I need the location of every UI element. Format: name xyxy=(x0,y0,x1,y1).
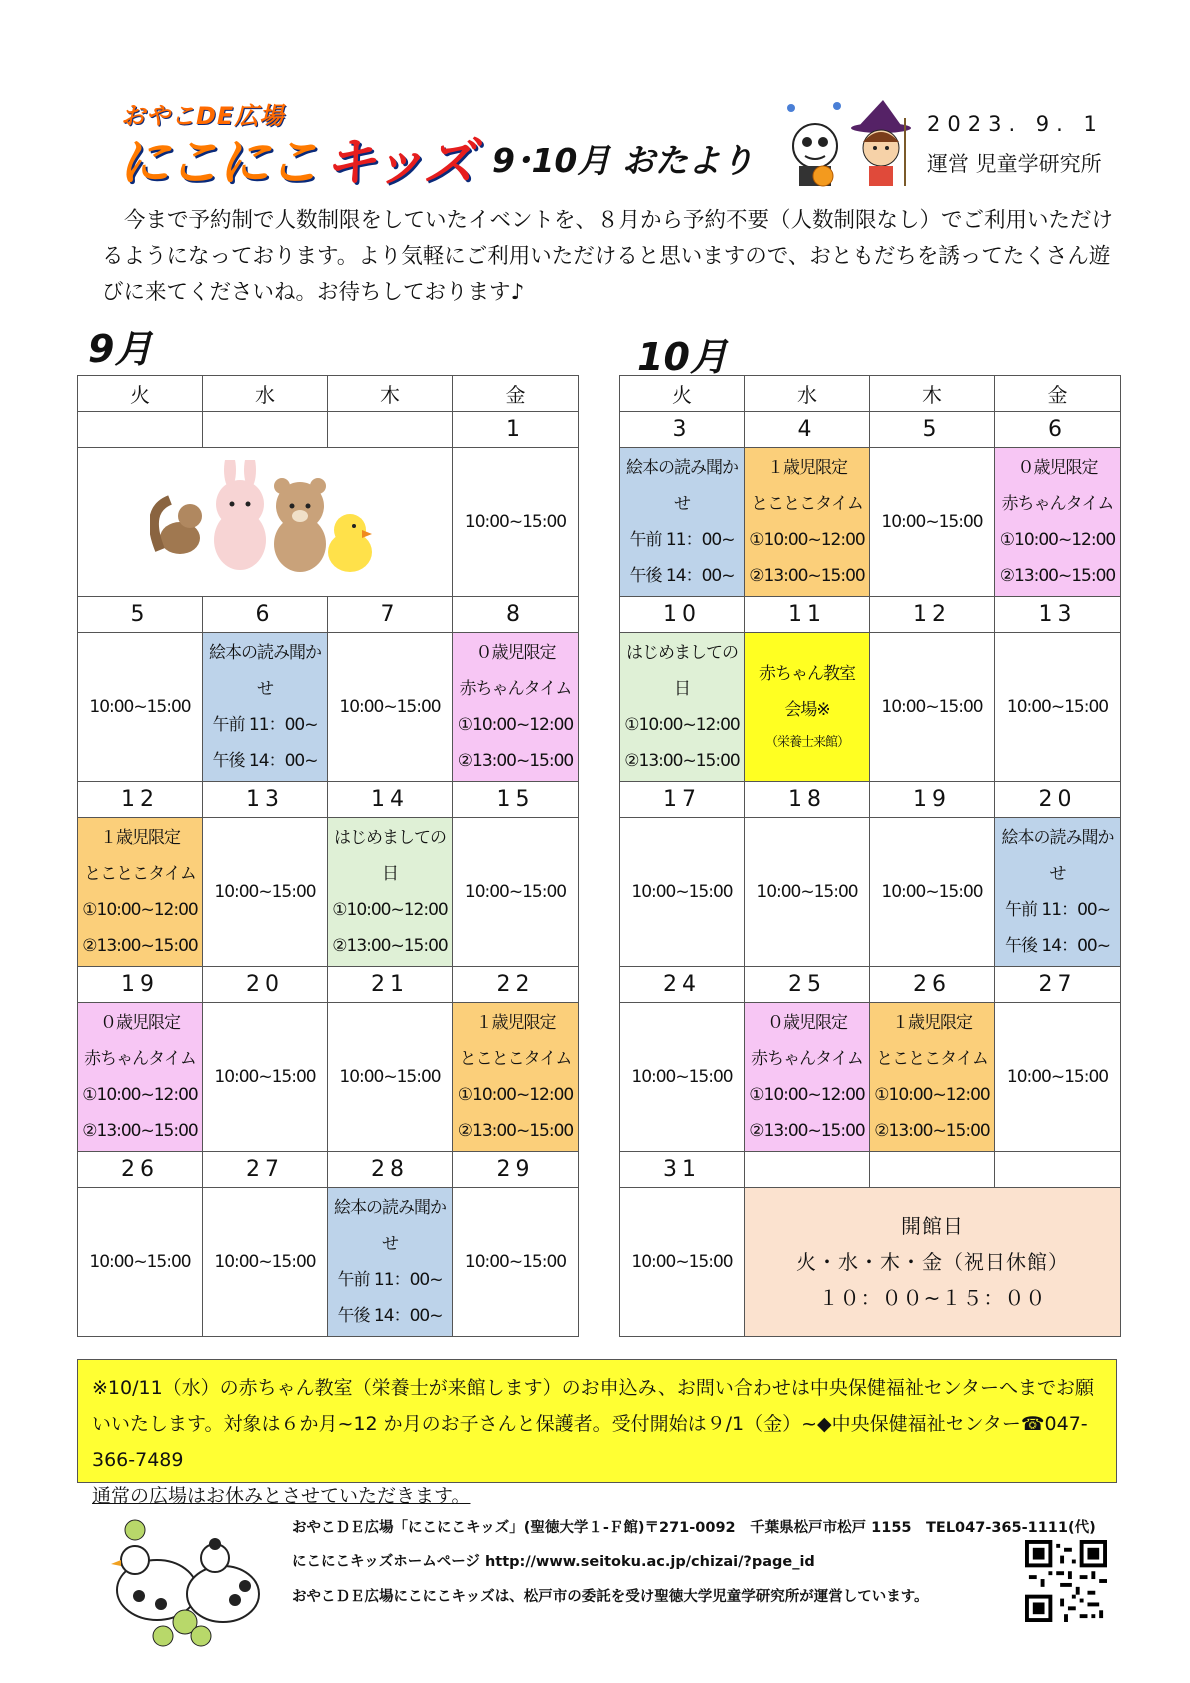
cell-text: ②13:00~15:00 xyxy=(82,1121,198,1141)
day-cell xyxy=(995,633,1121,782)
cell-text: はじめましての日 xyxy=(626,643,738,699)
cell-text: ②13:00~15:00 xyxy=(457,751,574,771)
day-cell xyxy=(78,633,203,782)
cell-text: ②13:00~15:00 xyxy=(332,936,448,956)
halloween-kids-illustration xyxy=(777,98,919,188)
cell-text: ②13:00~15:00 xyxy=(82,936,198,956)
cell-text: 赤ちゃんタイム xyxy=(751,1049,863,1069)
cell-text: 赤ちゃんタイム xyxy=(1001,494,1114,514)
cell-text: とことこタイム xyxy=(459,1049,572,1069)
weekday-header: 金 xyxy=(453,376,579,412)
cell-text: 午後 14：00~ xyxy=(629,566,735,586)
footer-address: おやこＤＥ広場「にこにこキッズ」(聖徳大学１-Ｆ館)〒271-0092 千葉県松戸市松戸 1155 TEL047-365-1111(代) xyxy=(292,1520,1096,1536)
cell-text: ０歳児限定 xyxy=(100,1013,180,1033)
day-number xyxy=(745,1152,870,1188)
cell-text: 10:00~15:00 xyxy=(1006,697,1109,717)
day-cell xyxy=(870,1003,995,1152)
day-number: 17 xyxy=(620,782,745,818)
cell-text: 午前 11：00~ xyxy=(1005,900,1110,920)
day-cell xyxy=(745,1003,870,1152)
issue-title: 9･10月 おたより xyxy=(492,141,754,180)
cell-text: ０歳児限定 xyxy=(475,643,556,663)
notice-box xyxy=(77,1359,1117,1507)
day-cell xyxy=(203,1003,328,1152)
day-cell xyxy=(203,1188,328,1337)
chicken-family-illustration xyxy=(105,1510,265,1650)
day-number: 10 xyxy=(620,597,745,633)
cell-text: 午前 11：00~ xyxy=(212,715,318,735)
day-cell xyxy=(78,1003,203,1152)
cell-text: 絵本の読み聞かせ xyxy=(1001,828,1114,884)
day-cell xyxy=(453,633,579,782)
day-cell xyxy=(745,818,870,967)
day-number xyxy=(328,412,453,448)
day-number: 14 xyxy=(328,782,453,818)
logo-title xyxy=(118,120,473,195)
cell-text: １歳児限定 xyxy=(100,828,180,848)
weekday-header: 火 xyxy=(78,376,203,412)
day-cell xyxy=(453,818,579,967)
day-number: 3 xyxy=(620,412,745,448)
cell-text: 開館日 xyxy=(901,1214,964,1238)
logo-subtitle: おやこDE広場 xyxy=(121,102,285,130)
weekday-header: 木 xyxy=(870,376,995,412)
day-number: 18 xyxy=(745,782,870,818)
issue-date: 2023. 9. 1 xyxy=(927,112,1104,136)
day-number: 27 xyxy=(995,967,1121,1003)
cell-note: （栄養士来館） xyxy=(764,735,849,750)
day-cell xyxy=(328,1003,453,1152)
logo-kids: キッズ xyxy=(324,133,473,193)
cell-text: 10:00~15:00 xyxy=(631,1252,733,1272)
october-calendar xyxy=(619,375,1121,1337)
cell-text: 絵本の読み聞かせ xyxy=(209,643,321,699)
day-cell xyxy=(328,1188,453,1337)
september-calendar xyxy=(77,375,579,1337)
day-cell xyxy=(453,448,579,597)
day-cell xyxy=(870,448,995,597)
day-number: 13 xyxy=(203,782,328,818)
day-cell xyxy=(745,633,870,782)
cell-text: ①10:00~12:00 xyxy=(457,715,574,735)
cell-text: 10:00~15:00 xyxy=(464,512,567,532)
cell-text: 赤ちゃんタイム xyxy=(84,1049,196,1069)
cell-text: ０歳児限定 xyxy=(1017,458,1098,478)
day-number: 8 xyxy=(453,597,579,633)
day-number: 4 xyxy=(745,412,870,448)
cell-text: 10:00~15:00 xyxy=(339,1067,441,1087)
day-number: 28 xyxy=(328,1152,453,1188)
cell-text: 午前 11：00~ xyxy=(629,530,735,550)
cell-text: 10:00~15:00 xyxy=(339,697,441,717)
cell-text: ②13:00~15:00 xyxy=(624,751,740,771)
cell-text: ０歳児限定 xyxy=(767,1013,847,1033)
day-number: 21 xyxy=(328,967,453,1003)
opening-info xyxy=(745,1188,1121,1337)
cell-text: ①10:00~12:00 xyxy=(457,1085,574,1105)
qr-code[interactable] xyxy=(1025,1540,1107,1622)
cell-text: ②13:00~15:00 xyxy=(999,566,1116,586)
day-cell xyxy=(78,1188,203,1337)
cell-text: 赤ちゃん教室 xyxy=(759,664,855,684)
cell-text: １歳児限定 xyxy=(767,458,847,478)
day-cell xyxy=(328,633,453,782)
notice-underlined: 通常の広場はお休みとさせていただきます。 xyxy=(92,1485,471,1507)
day-cell xyxy=(203,818,328,967)
day-number xyxy=(203,412,328,448)
cell-text: ①10:00~12:00 xyxy=(82,900,198,920)
illustration-cell xyxy=(78,448,453,597)
day-number: 26 xyxy=(870,967,995,1003)
cell-text: 午後 14：00~ xyxy=(337,1306,443,1326)
day-cell xyxy=(620,448,745,597)
intro-paragraph: 今まで予約制で人数制限をしていたイベントを、８月から予約不要（人数制限なし）でご利用いただけるようになっております。より気軽にご利用いただけると思いますので、おともだちを誘ってたくさん遊びに来てくださいね。お待ちしております♪ xyxy=(102,208,1114,305)
cell-text: とことこタイム xyxy=(751,494,863,514)
weekday-header: 水 xyxy=(745,376,870,412)
day-number: 6 xyxy=(203,597,328,633)
cell-text: 10:00~15:00 xyxy=(631,882,733,902)
day-number: 11 xyxy=(745,597,870,633)
day-cell xyxy=(620,1003,745,1152)
cell-text: １歳児限定 xyxy=(892,1013,972,1033)
day-number: 24 xyxy=(620,967,745,1003)
day-number: 26 xyxy=(78,1152,203,1188)
day-number: 22 xyxy=(453,967,579,1003)
cell-text: 午後 14：00~ xyxy=(212,751,318,771)
day-cell xyxy=(995,1003,1121,1152)
cell-text: 会場※ xyxy=(784,700,830,720)
day-number: 25 xyxy=(745,967,870,1003)
cell-text: ②13:00~15:00 xyxy=(457,1121,574,1141)
cell-text: とことこタイム xyxy=(84,864,196,884)
day-number: 5 xyxy=(870,412,995,448)
cell-text: 午前 11：00~ xyxy=(337,1270,443,1290)
day-number: 19 xyxy=(78,967,203,1003)
day-cell xyxy=(620,1188,745,1337)
day-number: 6 xyxy=(995,412,1121,448)
cell-text: 10:00~15:00 xyxy=(464,882,567,902)
day-number: 19 xyxy=(870,782,995,818)
cell-text: ②13:00~15:00 xyxy=(749,1121,865,1141)
cell-text: 10:00~15:00 xyxy=(881,882,983,902)
cell-text: ①10:00~12:00 xyxy=(332,900,448,920)
cell-text: 絵本の読み聞かせ xyxy=(334,1198,446,1254)
cell-text: 10:00~15:00 xyxy=(464,1252,567,1272)
day-cell xyxy=(745,448,870,597)
day-number: 13 xyxy=(995,597,1121,633)
animal-friends-illustration xyxy=(150,460,380,580)
day-cell xyxy=(78,818,203,967)
day-cell xyxy=(453,1188,579,1337)
day-cell xyxy=(870,818,995,967)
cell-text: 10:00~15:00 xyxy=(214,882,316,902)
day-number: 12 xyxy=(870,597,995,633)
day-number: 29 xyxy=(453,1152,579,1188)
cell-text: 10:00~15:00 xyxy=(89,697,191,717)
cell-text: 10:00~15:00 xyxy=(881,697,983,717)
day-number xyxy=(995,1152,1121,1188)
cell-text: 絵本の読み聞かせ xyxy=(626,458,738,514)
day-cell xyxy=(620,818,745,967)
footer-homepage: にこにこキッズホームページ http://www.seitoku.ac.jp/chizai/?page_id xyxy=(292,1554,815,1570)
day-cell xyxy=(453,1003,579,1152)
cell-text: 午後 14：00~ xyxy=(1005,936,1110,956)
day-number: 31 xyxy=(620,1152,745,1188)
cell-text: ①10:00~12:00 xyxy=(749,1085,865,1105)
weekday-header: 水 xyxy=(203,376,328,412)
day-cell xyxy=(203,633,328,782)
cell-text: １０：００~１５：００ xyxy=(818,1286,1047,1310)
cell-text: ①10:00~12:00 xyxy=(749,530,865,550)
cell-text: ②13:00~15:00 xyxy=(749,566,865,586)
footer-operator-note: おやこＤＥ広場にこにこキッズは、松戸市の委託を受け聖徳大学児童学研究所が運営しています。 xyxy=(292,1589,929,1605)
cell-text: ①10:00~12:00 xyxy=(999,530,1116,550)
notice-text: ※10/11（水）の赤ちゃん教室（栄養士が来館します）のお申込み、お問い合わせは中央保健福祉センターへまでお願いいたします。対象は６か月~12 か月のお子さんと保護者。受付開始は９/1（金）~◆中央保健福祉センター☎047-366-7489 xyxy=(92,1377,1095,1471)
cell-text: 10:00~15:00 xyxy=(1006,1067,1109,1087)
day-number: 15 xyxy=(453,782,579,818)
cell-text: ②13:00~15:00 xyxy=(874,1121,990,1141)
day-number xyxy=(870,1152,995,1188)
cell-text: ①10:00~12:00 xyxy=(624,715,740,735)
cell-text: 10:00~15:00 xyxy=(756,882,858,902)
cell-text: 10:00~15:00 xyxy=(631,1067,733,1087)
day-number: 12 xyxy=(78,782,203,818)
logo-nikoniko: にこにこ xyxy=(118,133,319,193)
day-cell xyxy=(328,818,453,967)
cell-text: 10:00~15:00 xyxy=(214,1067,316,1087)
day-number: 1 xyxy=(453,412,579,448)
cell-text: ①10:00~12:00 xyxy=(82,1085,198,1105)
day-cell xyxy=(995,448,1121,597)
day-number: 27 xyxy=(203,1152,328,1188)
day-number xyxy=(78,412,203,448)
cell-text: 火・水・木・金（祝日休館） xyxy=(796,1250,1069,1274)
cell-text: とことこタイム xyxy=(876,1049,988,1069)
day-cell xyxy=(870,633,995,782)
cell-text: ①10:00~12:00 xyxy=(874,1085,990,1105)
day-number: 20 xyxy=(995,782,1121,818)
weekday-header: 金 xyxy=(995,376,1121,412)
operator: 運営 児童学研究所 xyxy=(927,152,1102,176)
cell-text: 10:00~15:00 xyxy=(214,1252,316,1272)
day-cell xyxy=(995,818,1121,967)
weekday-header: 火 xyxy=(620,376,745,412)
september-title: 9月 xyxy=(88,327,153,371)
cell-text: １歳児限定 xyxy=(475,1013,556,1033)
day-number: 5 xyxy=(78,597,203,633)
cell-text: 赤ちゃんタイム xyxy=(459,679,572,699)
cell-text: はじめましての日 xyxy=(334,828,446,884)
weekday-header: 木 xyxy=(328,376,453,412)
cell-text: 10:00~15:00 xyxy=(881,512,983,532)
day-cell xyxy=(620,633,745,782)
day-number: 20 xyxy=(203,967,328,1003)
day-number: 7 xyxy=(328,597,453,633)
october-title: 10月 xyxy=(637,335,728,379)
cell-text: 10:00~15:00 xyxy=(89,1252,191,1272)
